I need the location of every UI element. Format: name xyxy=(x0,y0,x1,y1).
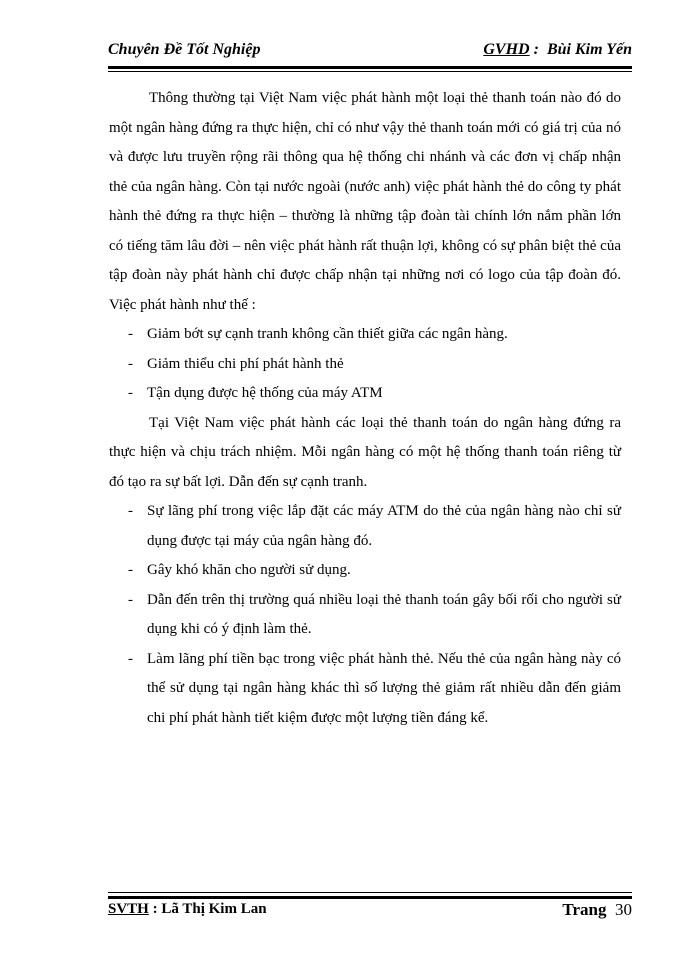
list-item xyxy=(109,379,621,409)
header-rule-thick xyxy=(108,66,632,69)
list-item xyxy=(109,320,621,350)
header-rule-thin xyxy=(108,71,632,72)
student-label: SVTH xyxy=(108,901,149,917)
page-label: Trang xyxy=(562,900,607,919)
bullet-list-1 xyxy=(109,320,621,409)
list-item xyxy=(109,586,621,645)
footer-rule-thick xyxy=(108,896,632,899)
list-item-text: Giảm thiểu chi phí phát hành thẻ xyxy=(147,355,344,372)
supervisor-label: GVHD xyxy=(483,41,530,58)
document-title: Chuyên Đề Tốt Nghiệp xyxy=(108,41,261,58)
paragraph-2: Tại Việt Nam việc phát hành các loại thẻ thanh toán do ngân hàng đứng ra thực hiện và chịu trách nhiệm. Mỗi ngân hàng có một hệ thống thanh toán riêng từ đó tạo ra sự bất lợi. Dẫn đến sự cạnh tranh. xyxy=(109,414,621,490)
page-indicator xyxy=(562,900,632,920)
dash-bullet: - xyxy=(128,326,133,342)
dash-bullet: - xyxy=(128,562,133,578)
paragraph-1: Thông thường tại Việt Nam việc phát hành một loại thẻ thanh toán nào đó do một ngân hàng đứng ra thực hiện, chỉ có như vậy thẻ thanh toán mới có giá trị của nó và được lưu truyền rộng rãi thông qua hệ thống chi nhánh và các đơn vị chấp nhận thẻ của ngân hàng. Còn tại nước ngoài (nước anh) việc phát hành thẻ do công ty phát hành thẻ đứng ra thực hiện – thường là những tập đoàn tài chính lớn nắm phần lớn có tiếng tăm lâu đời – nên việc phát hành rất thuận lợi, không có sự phân biệt thẻ của tập đoàn này phát hành chỉ được chấp nhận tại những nơi có logo của tập đoàn đó. Việc phát hành như thế : xyxy=(109,90,621,313)
list-item-text: Giảm bớt sự cạnh tranh không cần thiết giữa các ngân hàng. xyxy=(147,326,508,342)
student-name: Lã Thị Kim Lan xyxy=(161,901,267,917)
list-item-text: Gây khó khăn cho người sử dụng. xyxy=(147,562,351,578)
list-item-text: Tận dụng được hệ thống của máy ATM xyxy=(147,385,383,401)
list-item xyxy=(109,350,621,380)
dash-bullet: - xyxy=(128,650,133,667)
footer-rule-thin xyxy=(108,892,632,893)
list-item xyxy=(109,556,621,586)
list-item-text: Dẫn đến trên thị trường quá nhiều loại thẻ thanh toán gây bối rối cho người sử dụng khi có ý định làm thẻ. xyxy=(147,591,621,637)
dash-bullet: - xyxy=(128,591,133,608)
student-info xyxy=(108,901,267,918)
supervisor-name: Bùi Kim Yến xyxy=(546,41,632,58)
page-body xyxy=(109,84,621,733)
bullet-list-2 xyxy=(109,497,621,733)
page-header xyxy=(108,41,632,63)
list-item-text: Sự lãng phí trong việc lắp đặt các máy ATM do thẻ của ngân hàng nào chỉ sử dụng được tại máy của ngân hàng đó. xyxy=(147,503,621,549)
supervisor-separator: : xyxy=(529,41,547,58)
dash-bullet: - xyxy=(128,385,133,401)
dash-bullet: - xyxy=(128,503,133,519)
list-item xyxy=(109,497,621,556)
supervisor-info xyxy=(483,41,632,59)
page-number: 30 xyxy=(615,900,632,919)
list-item-text: Làm lãng phí tiền bạc trong việc phát hành thẻ. Nếu thẻ của ngân hàng này có thể sử dụng tại ngân hàng khác thì số lượng thẻ giảm rất nhiều dẫn đến giảm chi phí phát hành tiết kiệm được một lượng tiền đáng kể. xyxy=(147,650,621,726)
list-item xyxy=(109,645,621,734)
dash-bullet: - xyxy=(128,355,133,372)
page-footer xyxy=(108,901,632,923)
student-separator: : xyxy=(148,901,162,917)
